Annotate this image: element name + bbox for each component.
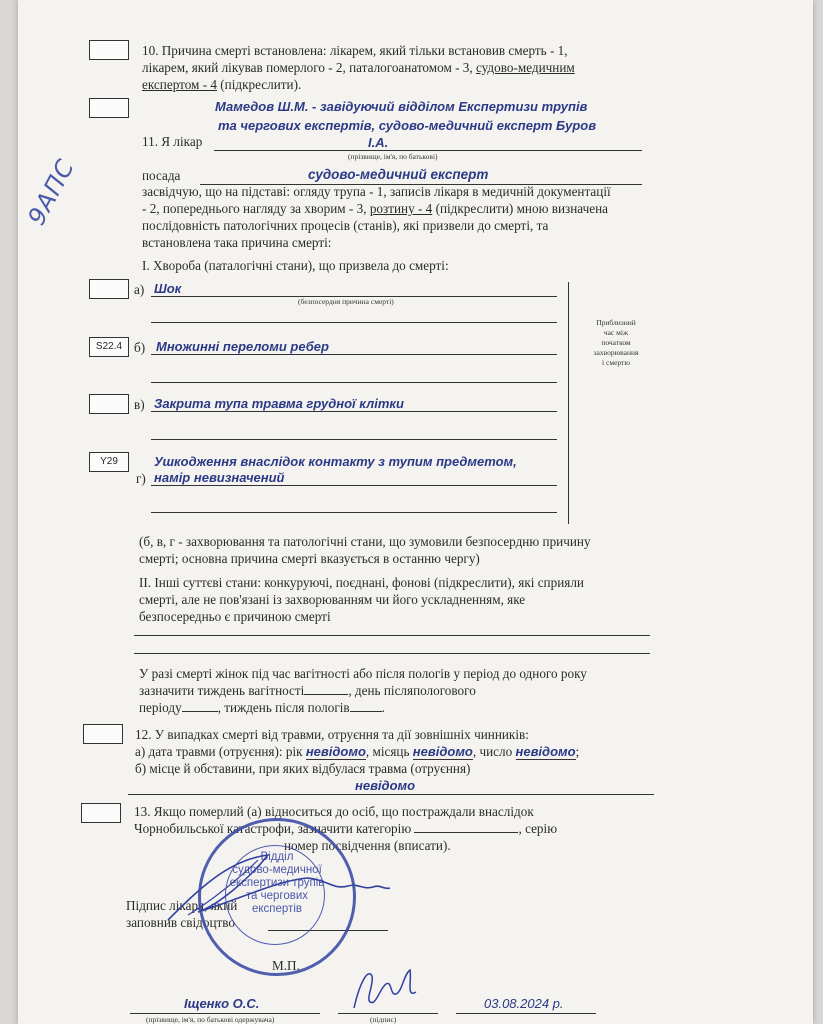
recipient-name-underline <box>130 1013 320 1014</box>
p10-line3: експертом - 4 (підкреслити). <box>142 77 302 92</box>
row-c-line2 <box>151 439 557 440</box>
pregnancy-line1: У разі смерті жінок під час вагітності або після пологів у період до одного року <box>139 666 587 681</box>
row-a-hint: (безпосердня причина смерті) <box>298 297 394 306</box>
row-c-value: Закрита тупа травма грудної клітки <box>154 396 404 411</box>
doctor-name-line2: та чергових експертів, судово-медичний експерт Буров <box>218 118 597 133</box>
p13-line1: 13. Якщо померлий (а) відноситься до осіб, що постраждали внаслідок <box>134 804 534 819</box>
note-bvg-line2: смерті; основна причина смерті вказується в останню чергу) <box>139 551 480 566</box>
p11-line4: встановлена така причина смерті: <box>142 235 332 250</box>
p11-label: 11. Я лікар <box>142 134 203 149</box>
row-a-value: Шок <box>154 281 182 296</box>
doctor-name-underline <box>214 150 642 151</box>
stamp-place-label: М.П. <box>272 958 300 973</box>
code-box-b: S22.4 <box>89 337 129 357</box>
row-c-label: в) <box>134 397 145 412</box>
side-note: Приблизний час між початком захворювання і смертю <box>593 318 639 367</box>
row-d-line2 <box>151 512 557 513</box>
code-box-d: Y29 <box>89 452 129 472</box>
name-hint: (прізвище, ім'я, по батькові) <box>348 152 438 161</box>
section2-line-b <box>134 653 650 654</box>
recipient-name: Іщенко О.С. <box>184 996 260 1011</box>
row-b-underline <box>151 354 557 355</box>
row-b-line2 <box>151 382 557 383</box>
row-b-value: Множинні переломи ребер <box>156 339 329 354</box>
section2-line3: безпосередньо є причиною смерті <box>139 609 331 624</box>
category-blank <box>414 832 518 833</box>
section2-line-a <box>134 635 650 636</box>
doctor-name-line1: Мамедов Ш.М. - завідуючий відділом Експертизи трупів <box>215 99 588 114</box>
p11-line2: - 2, попереднього нагляду за хворим - 3, розтину - 4 (підкреслити) мною визначена <box>142 201 608 216</box>
p13-line3: номер посвідчення (вписати). <box>284 838 451 853</box>
row-a-line2 <box>151 322 557 323</box>
p11-line3: послідовність патологічних процесів (станів), які призвели до смерті, та <box>142 218 549 233</box>
p12-line2: а) дата травми (отруєння): рік невідомо, місяць невідомо, число невідомо; <box>135 744 580 759</box>
stamp-text: Відділ судово-медичної експертизи трупів та чергових експертів <box>229 851 325 915</box>
section2-line1: ІІ. Інші суттєві стани: конкуруючі, поєднані, фонові (підкреслити), які сприяли <box>139 575 584 590</box>
code-box-c <box>89 394 129 414</box>
code-box-13 <box>81 803 121 823</box>
row-d-value-line1: Ушкодження внаслідок контакту з тупим предметом, <box>154 454 517 469</box>
p13-line2: Чорнобильської катастрофи, зазначити категорію , серію <box>134 821 558 836</box>
pregnancy-week-blank <box>304 694 348 695</box>
code-box-10 <box>89 40 129 60</box>
form-page <box>18 0 813 1024</box>
note-bvg-line1: (б, в, г - захворювання та патологічні стани, що зумовили безпосердню причину <box>139 534 591 549</box>
position-value: судово-медичний експерт <box>308 167 489 182</box>
postpartum-week-blank <box>350 711 382 712</box>
recipient-signature-underline <box>338 1013 438 1014</box>
section2-line2: смерті, але не пов'язані із захворюванням чи його ускладненням, яке <box>139 592 526 607</box>
p12-line1: 12. У випадках смерті від травми, отруєння та дії зовнішніх чинників: <box>135 727 529 742</box>
row-d-value-line2: намір невизначений <box>154 470 285 485</box>
recipient-name-hint: (прізвище, ім'я, по батькові одержувача) <box>146 1015 275 1024</box>
code-box-a <box>89 279 129 299</box>
pregnancy-line3: періоду , тиждень після пологів . <box>139 700 385 715</box>
recipient-signature <box>346 962 426 1012</box>
section1-title: І. Хвороба (паталогічні стани), що призвела до смерті: <box>142 258 449 273</box>
row-a-label: а) <box>134 282 145 297</box>
p10-line1: 10. Причина смерті встановлена: лікарем, який тільки встановив смерть - 1, <box>142 43 568 58</box>
code-box-12 <box>83 724 123 744</box>
trauma-place: невідомо <box>355 778 416 793</box>
row-c-underline <box>151 411 557 412</box>
trauma-year: невідомо <box>305 744 366 759</box>
signature-label-line1: Підпис лікаря, який <box>126 898 238 913</box>
margin-note: 9АПС <box>22 154 81 230</box>
p10-line2: лікарем, який лікував померлого - 2, паталогоанатомом - 3, судово-медичним <box>142 60 575 75</box>
doctor-name-line3: І.А. <box>368 135 389 150</box>
signature-label-line2: заповнив свідоцтво <box>126 915 236 930</box>
row-d-label: г) <box>136 471 146 486</box>
trauma-place-underline <box>128 794 654 795</box>
position-label: посада <box>142 168 181 183</box>
recipient-signature-hint: (підпис) <box>370 1015 397 1024</box>
row-b-label: б) <box>134 340 146 355</box>
signature-date-underline <box>456 1013 596 1014</box>
official-stamp <box>198 818 356 976</box>
p11-line1: засвідчую, що на підставі: огляду трупа - 1, записів лікаря в медичній документації <box>142 184 611 199</box>
pregnancy-line2: зазначити тиждень вагітності , день післяпологового <box>139 683 476 698</box>
code-box-11 <box>89 98 129 118</box>
postpartum-day-blank <box>182 711 218 712</box>
p12-line3: б) місце й обставини, при яких відбулася травма (отруєння) <box>135 761 471 776</box>
signature-date: 03.08.2024 р. <box>484 996 564 1011</box>
trauma-day: невідомо <box>515 744 576 759</box>
side-column-divider <box>568 282 569 524</box>
row-d-underline <box>151 485 557 486</box>
trauma-month: невідомо <box>412 744 473 759</box>
